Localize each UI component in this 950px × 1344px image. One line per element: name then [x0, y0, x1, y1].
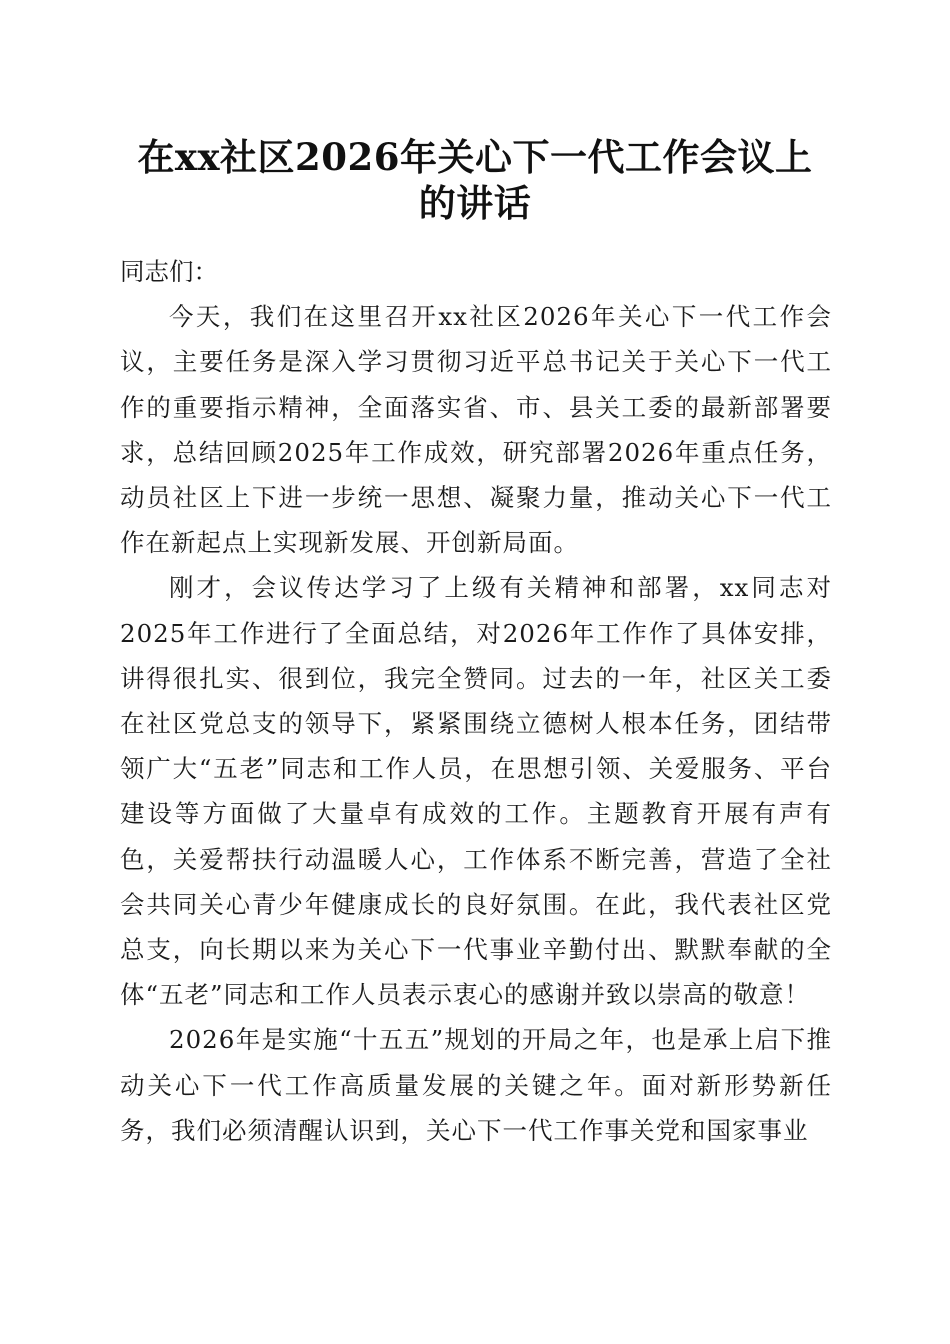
paragraph-opening: 今天，我们在这里召开xx社区2026年关心下一代工作会议，主要任务是深入学习贯彻习近平总书记关于关心下一代工作的重要指示精神，全面落实省、市、县关工委的最新部署要求，总结回顾2025年工作成效，研究部署2026年重点任务，动员社区上下进一步统一思想、凝聚力量，推动关心下一代工作在新起点上实现新发展、开创新局面。	[120, 302, 832, 558]
paragraph-review: 刚才，会议传达学习了上级有关精神和部署，xx同志对2025年工作进行了全面总结，对2026年工作作了具体安排，讲得很扎实、很到位，我完全赞同。过去的一年，社区关工委在社区党总支的领导下，紧紧围绕立德树人根本任务，团结带领广大“五老”同志和工作人员，在思想引领、关爱服务、平台建设等方面做了大量卓有成效的工作。主题教育开展有声有色，关爱帮扶行动温暖人心，工作体系不断完善，营造了全社会共同关心青少年健康成长的良好氛围。在此，我代表社区党总支，向长期以来为关心下一代事业辛勤付出、默默奉献的全体“五老”同志和工作人员表示衷心的感谢并致以崇高的敬意！	[120, 573, 832, 1010]
salutation: 同志们：	[120, 257, 218, 286]
document-title: 在xx社区2026年关心下一代工作会议上的讲话	[137, 135, 813, 225]
paragraph-outlook: 2026年是实施“十五五”规划的开局之年，也是承上启下推动关心下一代工作高质量发展的关键之年。面对新形势新任务，我们必须清醒认识到，关心下一代工作事关党和国家事业	[120, 1025, 832, 1145]
document-body	[120, 249, 832, 1153]
